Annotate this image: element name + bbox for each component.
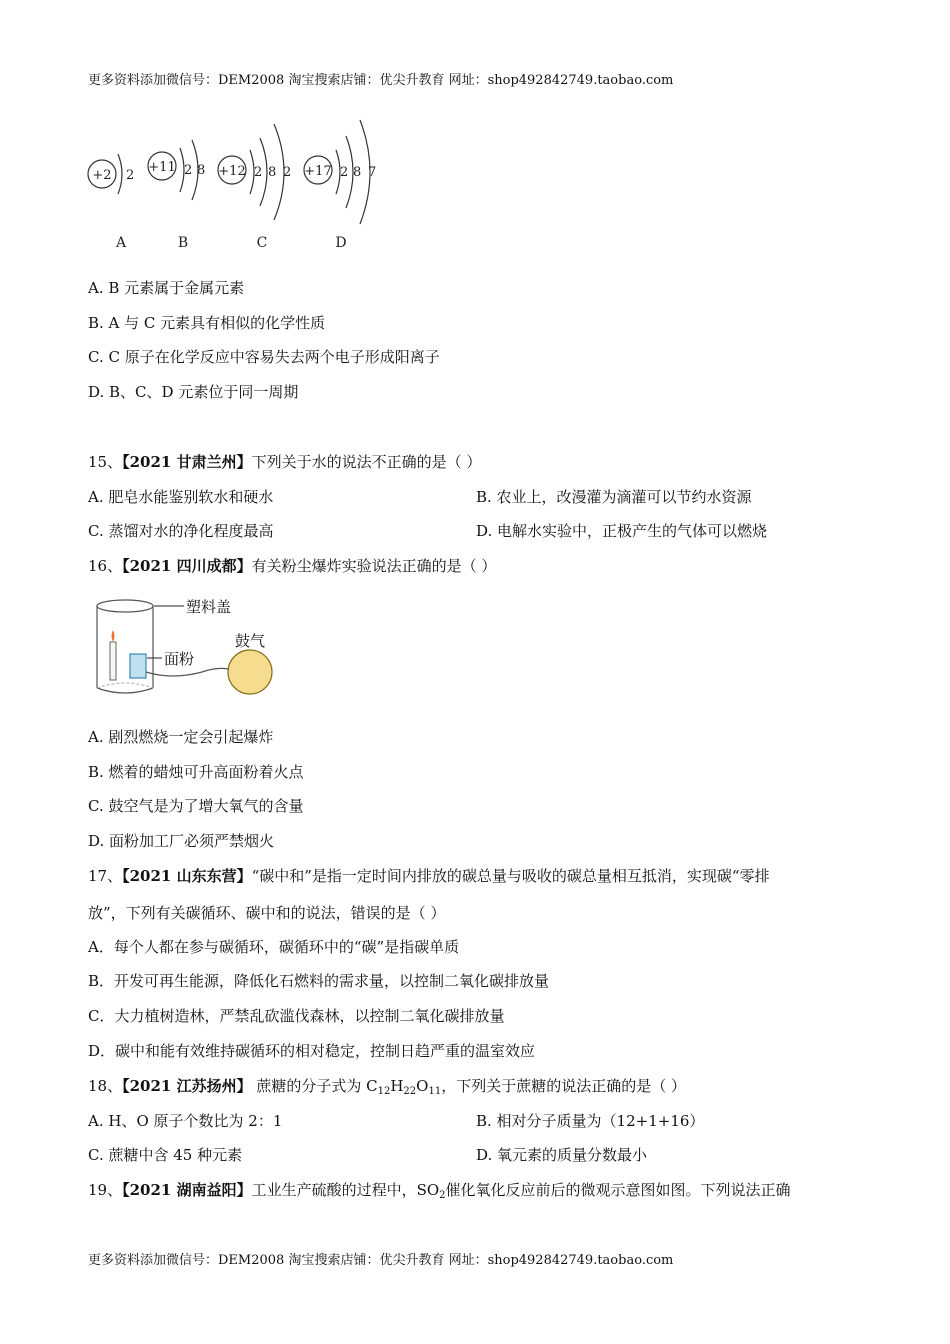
- plastic-lid: [97, 600, 153, 612]
- q18-oxygen: O: [416, 1077, 429, 1095]
- q16-option-a: A. 剧烈燃烧一定会引起爆炸: [88, 728, 274, 746]
- q18-stem: [88, 1076, 686, 1102]
- q19-sub: 2: [439, 1190, 446, 1201]
- rubber-bulb: [228, 650, 272, 694]
- q18-option-d: D. 氧元素的质量分数最小: [476, 1146, 648, 1164]
- atom-d-shell-3-count: 7: [368, 165, 377, 180]
- q15-option-a: A. 肥皂水能鉴别软水和硬水: [88, 488, 274, 506]
- atom-a-shell-1: [118, 154, 122, 194]
- q18-source: 【2021 江苏扬州】: [122, 1077, 252, 1095]
- q17-option-a: A．每个人都在参与碳循环，碳循环中的“碳”是指碳单质: [88, 938, 460, 956]
- q14-option-a: A. B 元素属于金属元素: [88, 279, 245, 297]
- q14-option-c: C. C 原子在化学反应中容易失去两个电子形成阳离子: [88, 348, 440, 366]
- candle-flame-icon: [112, 630, 115, 642]
- q16-source: 【2021 四川成都】: [122, 557, 252, 575]
- q15-text: 下列关于水的说法不正确的是（ ）: [251, 453, 482, 471]
- q17-option-d: D．碳中和能有效维持碳循环的相对稳定，控制日趋严重的温室效应: [88, 1042, 536, 1060]
- q18-option-a: A. H、O 原子个数比为 2：1: [88, 1112, 283, 1130]
- q17-option-c: C．大力植树造林，严禁乱砍滥伐森林，以控制二氧化碳排放量: [88, 1007, 505, 1025]
- q18-sub-oxygen: 11: [428, 1086, 442, 1097]
- q17-option-b: B．开发可再生能源，降低化石燃料的需求量，以控制二氧化碳排放量: [88, 972, 550, 990]
- q18-option-c: C. 蔗糖中含 45 种元素: [88, 1146, 243, 1164]
- q18-option-b: B. 相对分子质量为（12+1+16）: [476, 1112, 705, 1130]
- q15-option-b: B. 农业上，改漫灌为滴灌可以节约水资源: [476, 488, 752, 506]
- atom-c-label: C: [256, 235, 268, 251]
- q18-text-pre: 蔗糖的分子式为 C: [251, 1077, 378, 1095]
- q19-stem: [88, 1180, 791, 1206]
- q16-text: 有关粉尘爆炸实验说法正确的是（ ）: [251, 557, 497, 575]
- atom-a-shell-1-count: 2: [126, 168, 135, 183]
- atom-b-label: B: [177, 235, 189, 251]
- dust-explosion-apparatus: [92, 596, 292, 702]
- q16-option-b: B. 燃着的蜡烛可升高面粉着火点: [88, 763, 304, 781]
- q15-option-d: D. 电解水实验中，正极产生的气体可以燃烧: [476, 522, 768, 540]
- q17-stem-line-2: 放”，下列有关碳循环、碳中和的说法，错误的是（ ）: [88, 904, 446, 922]
- q18-number: 18、: [88, 1077, 123, 1095]
- atom-structure-diagram: [80, 110, 400, 260]
- atom-a-nucleus-charge: +2: [92, 168, 112, 183]
- label-blow-air: 鼓气: [235, 632, 266, 650]
- q18-text-post: ，下列关于蔗糖的说法正确的是（ ）: [441, 1077, 686, 1095]
- atom-d-label: D: [335, 235, 347, 251]
- q19-number: 19、: [88, 1181, 123, 1199]
- atom-c-nucleus-charge: +12: [218, 164, 246, 179]
- q15-source: 【2021 甘肃兰州】: [122, 453, 252, 471]
- atom-b-shell-1-count: 2: [184, 163, 193, 178]
- q16-stem: [88, 556, 496, 576]
- flour-cup: [130, 654, 146, 678]
- atom-d-shell-1-count: 2: [340, 165, 349, 180]
- atom-c-shell-1-count: 2: [254, 165, 263, 180]
- q15-option-c: C. 蒸馏对水的净化程度最高: [88, 522, 274, 540]
- q16-option-c: C. 鼓空气是为了增大氧气的含量: [88, 797, 304, 815]
- atom-a-label: A: [115, 235, 127, 251]
- q15-number: 15、: [88, 453, 123, 471]
- q14-option-d: D. B、C、D 元素位于同一周期: [88, 383, 299, 401]
- atom-d-shell-2-count: 8: [353, 165, 362, 180]
- label-plastic-lid: 塑料盖: [186, 598, 232, 616]
- q18-sub-hydrogen: 22: [403, 1086, 417, 1097]
- q16-number: 16、: [88, 557, 123, 575]
- page-footer: 更多资料添加微信号：DEM2008 淘宝搜索店铺：优尖升教育 网址：shop492842749.taobao.com: [88, 1253, 674, 1268]
- atom-b-shell-2-count: 8: [197, 163, 206, 178]
- page-header: 更多资料添加微信号：DEM2008 淘宝搜索店铺：优尖升教育 网址：shop492842749.taobao.com: [88, 73, 674, 88]
- q15-stem: [88, 452, 481, 472]
- q14-option-b: B. A 与 C 元素具有相似的化学性质: [88, 314, 326, 332]
- q18-hydrogen: H: [390, 1077, 404, 1095]
- candle: [110, 642, 116, 680]
- q17-number: 17、: [88, 867, 123, 885]
- q17-text-1: “碳中和”是指一定时间内排放的碳总量与吸收的碳总量相互抵消，实现碳“零排: [251, 867, 770, 885]
- q18-sub-carbon: 12: [377, 1086, 391, 1097]
- atom-c-shell-3-count: 2: [283, 165, 292, 180]
- atom-b-nucleus-charge: +11: [148, 160, 176, 175]
- atom-c-shell-2-count: 8: [268, 165, 277, 180]
- air-tube: [146, 668, 232, 676]
- q17-source: 【2021 山东东营】: [122, 867, 252, 885]
- q19-source: 【2021 湖南益阳】: [122, 1181, 252, 1199]
- q19-text-pre: 工业生产硫酸的过程中，SO: [251, 1181, 440, 1199]
- q16-option-d: D. 面粉加工厂必须严禁烟火: [88, 832, 275, 850]
- q19-text-post: 催化氧化反应前后的微观示意图如图。下列说法正确: [445, 1181, 791, 1199]
- atom-d-nucleus-charge: +17: [304, 164, 332, 179]
- q17-stem-line-1: [88, 866, 770, 886]
- label-flour: 面粉: [164, 650, 195, 668]
